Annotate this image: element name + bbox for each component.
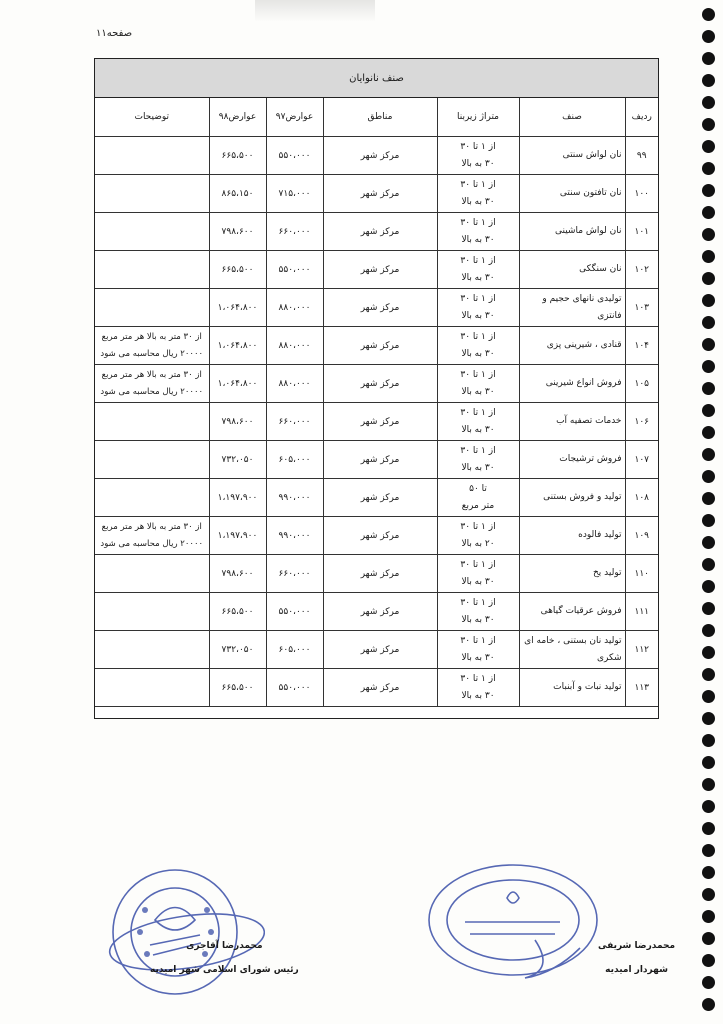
binding-hole-icon [702, 800, 715, 813]
region: مرکز شهر [323, 137, 437, 175]
notes-line: از ۳۰ متر به بالا هر متر مربع [101, 521, 202, 532]
council-head-name: محمدرضا آقاجری [186, 941, 263, 951]
row-number: ۱۱۰ [625, 555, 658, 593]
floor-area-line: ۳۰ به بالا [461, 614, 495, 625]
region: مرکز شهر [323, 327, 437, 365]
floor-area [437, 213, 519, 251]
table-row [95, 631, 658, 669]
binding-hole-icon [702, 338, 715, 351]
trade-name: تولید و فروش بستنی [519, 479, 625, 517]
council-stamp-icon [95, 850, 265, 1015]
floor-area-line: از ۱ تا ۳۰ [460, 179, 496, 190]
floor-area-line: ۳۰ به بالا [461, 690, 495, 701]
notes-line: از ۳۰ متر به بالا هر متر مربع [101, 331, 202, 342]
row-number: ۱۰۳ [625, 289, 658, 327]
floor-area-line: از ۱ تا ۳۰ [460, 559, 496, 570]
table-row [95, 175, 658, 213]
notes [95, 441, 209, 479]
floor-area [437, 251, 519, 289]
region: مرکز شهر [323, 669, 437, 707]
binding-hole-icon [702, 250, 715, 263]
floor-area-line: ۲۰ به بالا [461, 538, 495, 549]
row-number: ۱۰۰ [625, 175, 658, 213]
fee-97: ۸۸۰،۰۰۰ [266, 289, 323, 327]
region: مرکز شهر [323, 403, 437, 441]
floor-area-line: ۳۰ به بالا [461, 462, 495, 473]
trade-name: تولید یخ [519, 555, 625, 593]
table-row [95, 479, 658, 517]
row-number: ۱۰۶ [625, 403, 658, 441]
notes [95, 631, 209, 669]
binding-hole-icon [702, 404, 715, 417]
council-head-title: رئیس شورای اسلامی شهر امیدیه [150, 965, 299, 975]
header-area: متراژ زیربنا [437, 98, 519, 137]
row-number: ۱۱۱ [625, 593, 658, 631]
fee-98: ۶۶۵،۵۰۰ [209, 669, 266, 707]
notes [95, 289, 209, 327]
notes [95, 213, 209, 251]
notes [95, 517, 209, 555]
row-number: ۱۱۲ [625, 631, 658, 669]
trade-name: نان تافتون سنتی [519, 175, 625, 213]
binding-hole-icon [702, 646, 715, 659]
floor-area [437, 479, 519, 517]
mayor-title: شهردار امیدیه [605, 965, 668, 975]
trade-name: تولیدی نانهای حجیم و فانتزی [519, 289, 625, 327]
table-row [95, 327, 658, 365]
floor-area [437, 631, 519, 669]
floor-area [437, 517, 519, 555]
binding-hole-icon [702, 52, 715, 65]
fees-table [95, 98, 658, 707]
row-number: ۱۰۷ [625, 441, 658, 479]
notes [95, 593, 209, 631]
fee-98: ۱،۰۶۴،۸۰۰ [209, 327, 266, 365]
header-region: مناطق [323, 98, 437, 137]
binding-hole-icon [702, 382, 715, 395]
signature-area [0, 840, 723, 1024]
binding-hole-icon [702, 734, 715, 747]
floor-area [437, 289, 519, 327]
floor-area-line: تا ۵۰ [469, 483, 487, 494]
governorate-stamp-icon [425, 860, 600, 980]
floor-area [437, 441, 519, 479]
floor-area-line: از ۱ تا ۳۰ [460, 255, 496, 266]
trade-name: تولید فالوده [519, 517, 625, 555]
fee-98: ۸۶۵،۱۵۰ [209, 175, 266, 213]
header-trade: صنف [519, 98, 625, 137]
mayor-name: محمدرضا شریفی [598, 941, 676, 951]
binding-hole-icon [702, 206, 715, 219]
binding-hole-icon [702, 140, 715, 153]
region: مرکز شهر [323, 441, 437, 479]
floor-area [437, 327, 519, 365]
fee-98: ۷۹۸،۶۰۰ [209, 555, 266, 593]
floor-area-line: ۳۰ به بالا [461, 196, 495, 207]
floor-area-line: ۳۰ به بالا [461, 576, 495, 587]
floor-area-line: از ۱ تا ۳۰ [460, 597, 496, 608]
table-row [95, 289, 658, 327]
notes [95, 669, 209, 707]
trade-name: فروش عرقیات گیاهی [519, 593, 625, 631]
trade-name: خدمات تصفیه آب [519, 403, 625, 441]
council-signature [150, 934, 299, 982]
floor-area-line: از ۱ تا ۳۰ [460, 293, 496, 304]
fee-97: ۵۵۰،۰۰۰ [266, 137, 323, 175]
binding-hole-icon [702, 668, 715, 681]
binding-hole-icon [702, 118, 715, 131]
floor-area-line: از ۱ تا ۳۰ [460, 369, 496, 380]
region: مرکز شهر [323, 251, 437, 289]
fee-98: ۶۶۵،۵۰۰ [209, 593, 266, 631]
binding-hole-icon [702, 272, 715, 285]
trade-name: فروش انواع شیرینی [519, 365, 625, 403]
notes-line: ۲۰۰۰۰ ریال محاسبه می شود [100, 386, 204, 397]
fee-98: ۷۹۸،۶۰۰ [209, 213, 266, 251]
trade-name: تولید نان بستنی ، خامه ای شکری [519, 631, 625, 669]
table-row [95, 669, 658, 707]
binding-hole-icon [702, 360, 715, 373]
floor-area [437, 669, 519, 707]
notes [95, 403, 209, 441]
table-row [95, 213, 658, 251]
floor-area-line: ۳۰ به بالا [461, 652, 495, 663]
fee-97: ۹۹۰،۰۰۰ [266, 517, 323, 555]
binding-hole-icon [702, 162, 715, 175]
binding-hole-icon [702, 448, 715, 461]
fee-98: ۱،۱۹۷،۹۰۰ [209, 517, 266, 555]
row-number: ۹۹ [625, 137, 658, 175]
notes [95, 555, 209, 593]
region: مرکز شهر [323, 479, 437, 517]
binding-hole-icon [702, 580, 715, 593]
floor-area [437, 555, 519, 593]
floor-area-line: ۳۰ به بالا [461, 348, 495, 359]
table-header-row [95, 98, 658, 137]
notes [95, 251, 209, 289]
binding-hole-icon [702, 74, 715, 87]
region: مرکز شهر [323, 213, 437, 251]
fee-98: ۷۳۲،۰۵۰ [209, 441, 266, 479]
floor-area-line: از ۱ تا ۳۰ [460, 141, 496, 152]
region: مرکز شهر [323, 631, 437, 669]
table-row [95, 593, 658, 631]
region: مرکز شهر [323, 289, 437, 327]
binding-hole-icon [702, 690, 715, 703]
binding-hole-icon [702, 470, 715, 483]
fee-98: ۱،۰۶۴،۸۰۰ [209, 365, 266, 403]
binding-hole-icon [702, 624, 715, 637]
region: مرکز شهر [323, 555, 437, 593]
floor-area [437, 593, 519, 631]
region: مرکز شهر [323, 365, 437, 403]
binding-hole-icon [702, 8, 715, 21]
fee-97: ۹۹۰،۰۰۰ [266, 479, 323, 517]
table-row [95, 403, 658, 441]
region: مرکز شهر [323, 517, 437, 555]
table-row [95, 517, 658, 555]
binding-hole-icon [702, 492, 715, 505]
binding-hole-icon [702, 228, 715, 241]
binding-hole-icon [702, 558, 715, 571]
floor-area [437, 403, 519, 441]
floor-area-line: از ۱ تا ۳۰ [460, 673, 496, 684]
fee-97: ۸۸۰،۰۰۰ [266, 365, 323, 403]
trade-name: نان سنگکی [519, 251, 625, 289]
floor-area-line: ۳۰ به بالا [461, 424, 495, 435]
binding-hole-icon [702, 426, 715, 439]
fee-98: ۱،۱۹۷،۹۰۰ [209, 479, 266, 517]
floor-area-line: ۳۰ به بالا [461, 310, 495, 321]
binding-hole-icon [702, 316, 715, 329]
binding-hole-icon [702, 294, 715, 307]
row-number: ۱۰۵ [625, 365, 658, 403]
floor-area-line: از ۱ تا ۳۰ [460, 445, 496, 456]
region: مرکز شهر [323, 175, 437, 213]
binding-hole-icon [702, 96, 715, 109]
fee-97: ۸۸۰،۰۰۰ [266, 327, 323, 365]
fee-97: ۶۶۰،۰۰۰ [266, 213, 323, 251]
floor-area-line: ۳۰ به بالا [461, 272, 495, 283]
fee-98: ۷۳۲،۰۵۰ [209, 631, 266, 669]
table-row [95, 555, 658, 593]
binding-hole-icon [702, 514, 715, 527]
row-number: ۱۱۳ [625, 669, 658, 707]
binding-hole-icon [702, 712, 715, 725]
fee-97: ۵۵۰،۰۰۰ [266, 669, 323, 707]
binding-hole-icon [702, 602, 715, 615]
trade-name: تولید نبات و آبنبات [519, 669, 625, 707]
fee-97: ۶۶۰،۰۰۰ [266, 403, 323, 441]
notes [95, 365, 209, 403]
fee-98: ۶۶۵،۵۰۰ [209, 251, 266, 289]
row-number: ۱۰۸ [625, 479, 658, 517]
floor-area-line: ۳۰ به بالا [461, 158, 495, 169]
notes [95, 175, 209, 213]
region: مرکز شهر [323, 593, 437, 631]
fee-97: ۶۰۵،۰۰۰ [266, 441, 323, 479]
binding-hole-icon [702, 756, 715, 769]
table-row [95, 365, 658, 403]
fees-table-container [94, 58, 659, 719]
fee-98: ۶۶۵،۵۰۰ [209, 137, 266, 175]
trade-name: فروش ترشیجات [519, 441, 625, 479]
mayor-signature [598, 934, 675, 982]
floor-area-line: ۳۰ به بالا [461, 386, 495, 397]
notes-line: ۲۰۰۰۰ ریال محاسبه می شود [100, 538, 204, 549]
floor-area-line: از ۱ تا ۳۰ [460, 635, 496, 646]
notes-line: از ۳۰ متر به بالا هر متر مربع [101, 369, 202, 380]
notes [95, 137, 209, 175]
notes [95, 327, 209, 365]
floor-area-line: از ۱ تا ۳۰ [460, 521, 496, 532]
scan-smudge [255, 0, 375, 22]
header-notes: توضیحات [95, 98, 209, 137]
binding-hole-icon [702, 778, 715, 791]
table-row [95, 251, 658, 289]
fee-97: ۶۶۰،۰۰۰ [266, 555, 323, 593]
header-fee-97: عوارض۹۷ [266, 98, 323, 137]
header-fee-98: عوارض۹۸ [209, 98, 266, 137]
fee-98: ۱،۰۶۴،۸۰۰ [209, 289, 266, 327]
trade-name: قنادی ، شیرینی پزی [519, 327, 625, 365]
floor-area [437, 365, 519, 403]
row-number: ۱۰۲ [625, 251, 658, 289]
table-row [95, 441, 658, 479]
binding-hole-icon [702, 184, 715, 197]
table-row [95, 137, 658, 175]
trade-name: نان لواش ماشینی [519, 213, 625, 251]
page-number: صفحه۱۱ [96, 28, 133, 39]
floor-area-line: از ۱ تا ۳۰ [460, 407, 496, 418]
notes-line: ۲۰۰۰۰ ریال محاسبه می شود [100, 348, 204, 359]
floor-area [437, 137, 519, 175]
fee-97: ۶۰۵،۰۰۰ [266, 631, 323, 669]
fee-97: ۷۱۵،۰۰۰ [266, 175, 323, 213]
floor-area-line: متر مربع [461, 500, 495, 511]
floor-area-line: از ۱ تا ۳۰ [460, 331, 496, 342]
floor-area-line: ۳۰ به بالا [461, 234, 495, 245]
binding-hole-icon [702, 536, 715, 549]
row-number: ۱۰۹ [625, 517, 658, 555]
fee-98: ۷۹۸،۶۰۰ [209, 403, 266, 441]
floor-area-line: از ۱ تا ۳۰ [460, 217, 496, 228]
header-row-number: ردیف [625, 98, 658, 137]
row-number: ۱۰۱ [625, 213, 658, 251]
binding-hole-icon [702, 822, 715, 835]
fee-97: ۵۵۰،۰۰۰ [266, 251, 323, 289]
fee-97: ۵۵۰،۰۰۰ [266, 593, 323, 631]
notes [95, 479, 209, 517]
section-title: صنف نانوایان [95, 59, 658, 98]
binding-hole-icon [702, 30, 715, 43]
floor-area [437, 175, 519, 213]
row-number: ۱۰۴ [625, 327, 658, 365]
trade-name: نان لواش سنتی [519, 137, 625, 175]
